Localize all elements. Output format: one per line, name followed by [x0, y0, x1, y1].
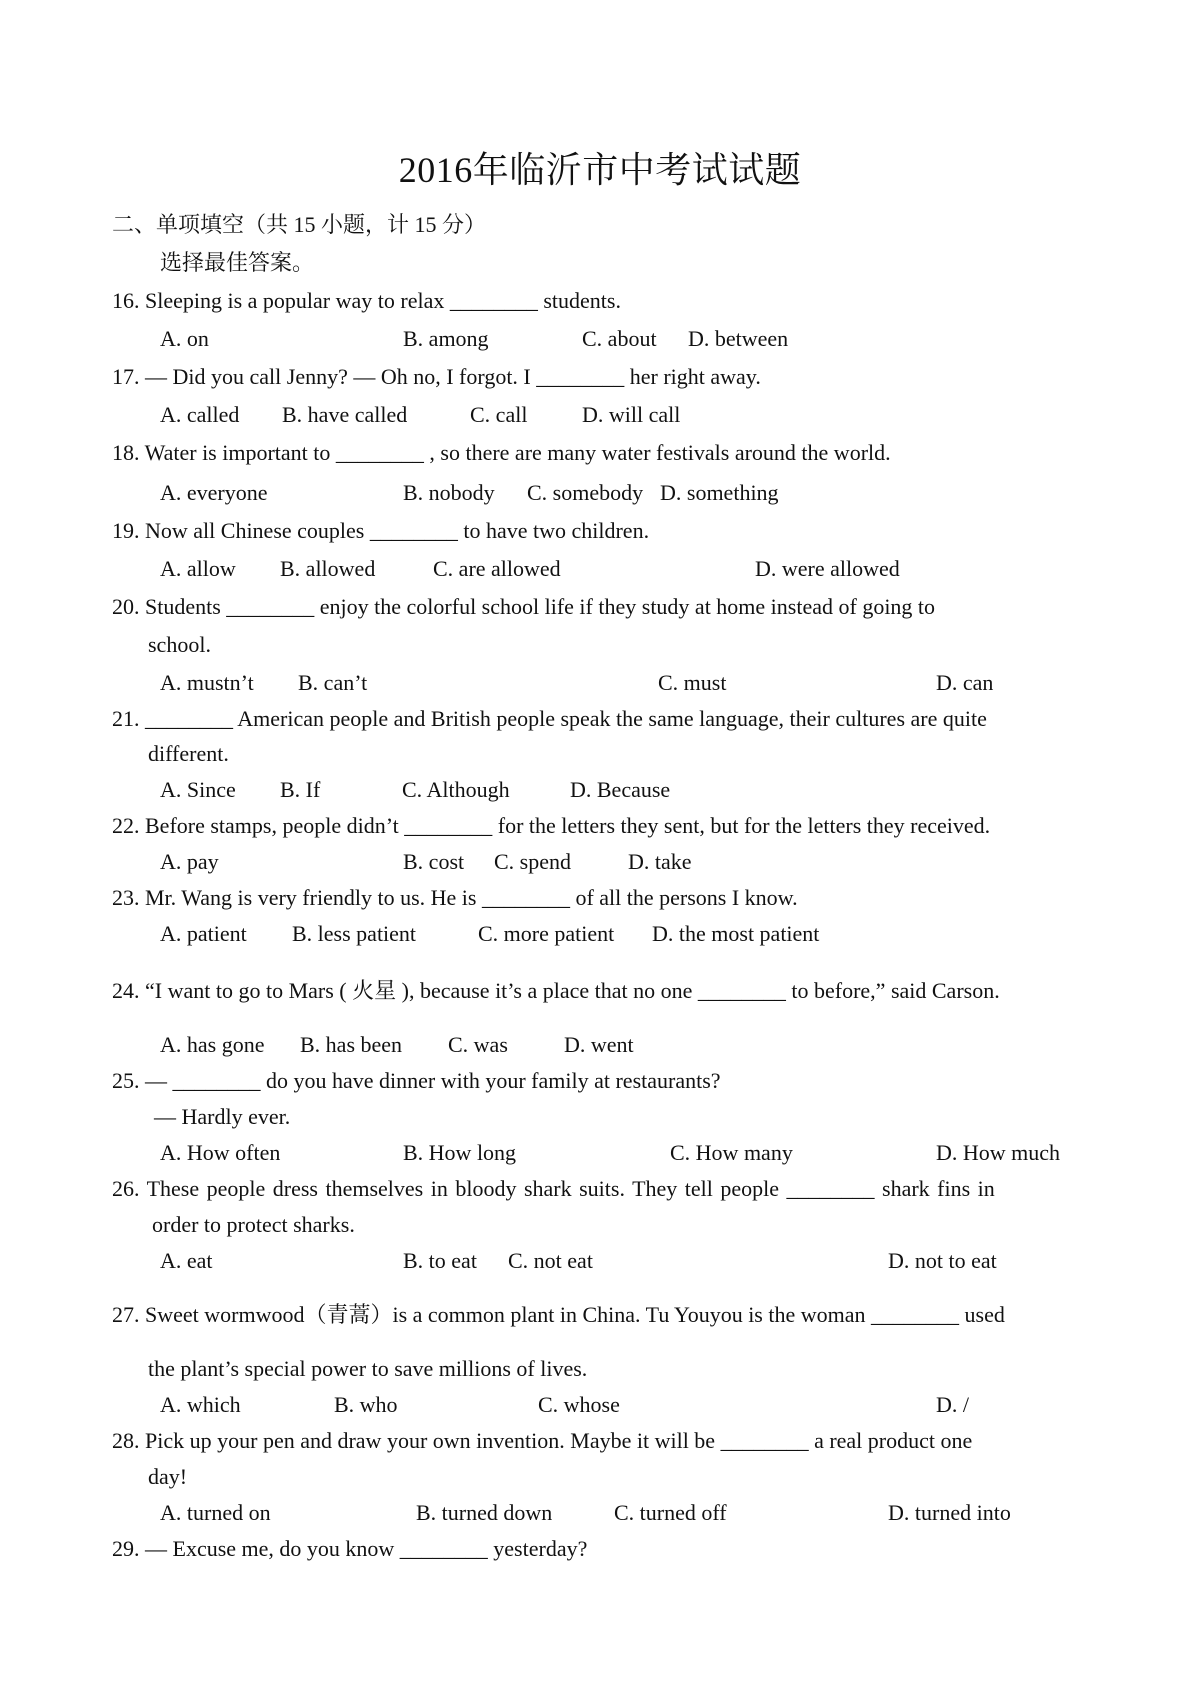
question-28-option-c: C. turned off: [614, 1500, 727, 1525]
question-25-option-a: A. How often: [160, 1140, 281, 1165]
section-instruction: 选择最佳答案。: [160, 250, 315, 275]
question-19-option-b: B. allowed: [280, 556, 376, 581]
question-24-option-c: C. was: [448, 1032, 508, 1057]
question-18-option-c: C. somebody: [527, 480, 644, 505]
question-26-option-a: A. eat: [160, 1248, 213, 1273]
question-16-text: 16. Sleeping is a popular way to relax ________ students.: [112, 288, 621, 313]
question-27-option-c: C. whose: [538, 1392, 620, 1417]
question-22-option-d: D. take: [628, 849, 692, 874]
question-23-option-d: D. the most patient: [652, 921, 820, 946]
question-26-text-cont: order to protect sharks.: [152, 1212, 355, 1237]
question-20-option-a: A. mustn’t: [160, 670, 254, 695]
question-20-text-cont: school.: [148, 632, 211, 657]
question-27-text: 27. Sweet wormwood（青蒿）is a common plant in China. Tu Youyou is the woman ________ used: [112, 1302, 1005, 1327]
question-23-text: 23. Mr. Wang is very friendly to us. He is ________ of all the persons I know.: [112, 885, 798, 910]
question-18-option-b: B. nobody: [403, 480, 495, 505]
question-28-option-a: A. turned on: [160, 1500, 271, 1525]
question-22-text: 22. Before stamps, people didn’t ________ for the letters they sent, but for the letters they received.: [112, 813, 991, 838]
question-21-option-b: B. If: [280, 777, 321, 802]
question-21-option-d: D. Because: [570, 777, 671, 802]
question-28-text: 28. Pick up your pen and draw your own invention. Maybe it will be ________ a real product one: [112, 1428, 973, 1453]
question-28-text-cont: day!: [148, 1464, 188, 1489]
question-17-option-a: A. called: [160, 402, 240, 427]
question-22-option-b: B. cost: [403, 849, 465, 874]
question-26-option-b: B. to eat: [403, 1248, 477, 1273]
question-24-text: 24. “I want to go to Mars ( 火星 ), because it’s a place that no one ________ to before,” said Carson.: [112, 978, 1000, 1003]
question-24-option-b: B. has been: [300, 1032, 403, 1057]
question-18-option-a: A. everyone: [160, 480, 268, 505]
question-16-option-b: B. among: [403, 326, 489, 351]
question-17-option-c: C. call: [470, 402, 528, 427]
page-title: 2016年临沂市中考试试题: [398, 150, 802, 190]
question-17-option-d: D. will call: [582, 402, 681, 427]
question-21-option-c: C. Although: [402, 777, 510, 802]
question-20-option-c: C. must: [658, 670, 727, 695]
question-27-option-d: D. /: [936, 1392, 969, 1417]
section-heading: 二、单项填空（共 15 小题，计 15 分）: [112, 212, 487, 237]
question-20-option-b: B. can’t: [298, 670, 368, 695]
question-19-option-c: C. are allowed: [433, 556, 561, 581]
question-19-text: 19. Now all Chinese couples ________ to have two children.: [112, 518, 650, 543]
question-20-option-d: D. can: [936, 670, 994, 695]
question-27-option-b: B. who: [334, 1392, 398, 1417]
question-19-option-d: D. were allowed: [755, 556, 900, 581]
question-26-option-d: D. not to eat: [888, 1248, 997, 1273]
question-22-option-c: C. spend: [494, 849, 571, 874]
question-21-text-cont: different.: [148, 741, 229, 766]
question-18-option-d: D. something: [660, 480, 779, 505]
question-28-option-d: D. turned into: [888, 1500, 1011, 1525]
question-22-option-a: A. pay: [160, 849, 219, 874]
question-17-option-b: B. have called: [282, 402, 408, 427]
question-19-option-a: A. allow: [160, 556, 236, 581]
question-25-text-cont: — Hardly ever.: [154, 1104, 291, 1129]
question-20-text: 20. Students ________ enjoy the colorful school life if they study at home instead of going to: [112, 594, 936, 619]
question-21-text: 21. ________ American people and British people speak the same language, their cultures are quite: [112, 706, 987, 731]
question-27-option-a: A. which: [160, 1392, 241, 1417]
question-28-option-b: B. turned down: [416, 1500, 553, 1525]
question-16-option-d: D. between: [688, 326, 789, 351]
question-17-text: 17. — Did you call Jenny? — Oh no, I forgot. I ________ her right away.: [112, 364, 761, 389]
question-25-option-d: D. How much: [936, 1140, 1061, 1165]
question-25-text: 25. — ________ do you have dinner with your family at restaurants?: [112, 1068, 721, 1093]
question-18-text: 18. Water is important to ________ , so there are many water festivals around the world.: [112, 440, 891, 465]
question-25-option-b: B. How long: [403, 1140, 517, 1165]
question-24-option-a: A. has gone: [160, 1032, 265, 1057]
question-16-option-a: A. on: [160, 326, 209, 351]
question-23-option-c: C. more patient: [478, 921, 615, 946]
question-16-option-c: C. about: [582, 326, 657, 351]
question-26-option-c: C. not eat: [508, 1248, 593, 1273]
question-29-text: 29. — Excuse me, do you know ________ yesterday?: [112, 1536, 588, 1561]
question-25-option-c: C. How many: [670, 1140, 793, 1165]
question-21-option-a: A. Since: [160, 777, 236, 802]
question-26-text: 26. These people dress themselves in bloody shark suits. They tell people ________ shark fins in: [112, 1176, 995, 1201]
question-23-option-a: A. patient: [160, 921, 247, 946]
question-27-text-cont: the plant’s special power to save millions of lives.: [148, 1356, 588, 1381]
question-23-option-b: B. less patient: [292, 921, 417, 946]
question-24-option-d: D. went: [564, 1032, 634, 1057]
